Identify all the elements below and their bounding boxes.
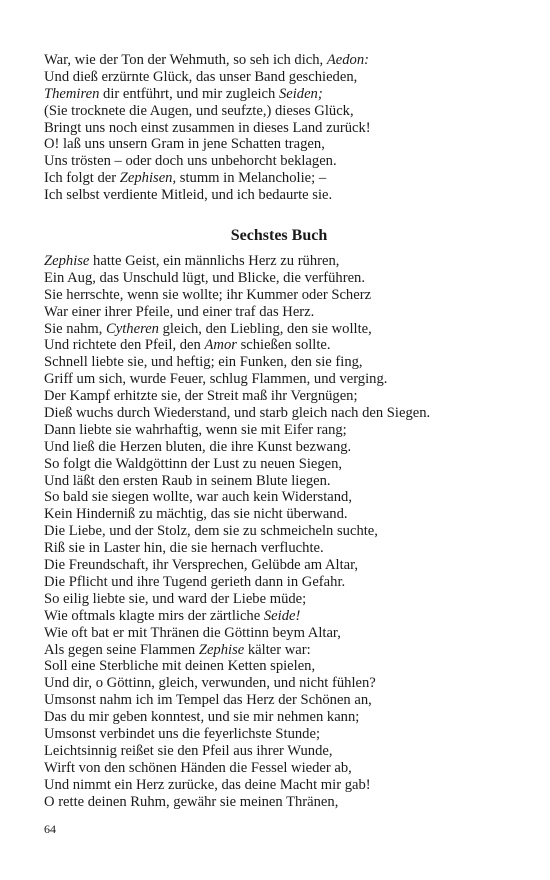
line-text: Und richtete den Pfeil, den: [44, 337, 205, 354]
line-text: Dann liebte sie wahrhaftig, wenn sie mit Eifer rang;: [44, 421, 347, 438]
poem-line: [44, 136, 514, 153]
poem-line: [44, 506, 514, 523]
line-text: Griff um sich, wurde Feuer, schlug Flammen, und verging.: [44, 371, 388, 388]
page-number: 64: [44, 822, 56, 836]
line-text: Die Pflicht und ihre Tugend gerieth dann in Gefahr.: [44, 573, 346, 590]
line-text: dir entführt, und mir zugleich: [99, 85, 279, 102]
italic-name: Amor: [204, 337, 237, 354]
italic-name: Seiden;: [278, 85, 323, 102]
line-text: Die Freundschaft, ihr Versprechen, Gelübde am Altar,: [44, 557, 359, 574]
line-text: Der Kampf erhitzte sie, der Streit maß ihr Vergnügen;: [44, 388, 358, 405]
section-heading: Sechstes Buch: [230, 227, 328, 245]
line-text: War, wie der Ton der Wehmuth, so seh ich dich,: [44, 52, 327, 68]
line-text: kälter war:: [244, 641, 311, 658]
poem-line: [44, 388, 514, 405]
poem-stanza-top: [44, 52, 514, 204]
poem-line: [44, 337, 514, 354]
poem-line: [44, 574, 514, 591]
poem-line: [44, 625, 514, 642]
page-body: [44, 52, 514, 810]
poem-line: [44, 439, 514, 456]
poem-line: [44, 103, 514, 120]
poem-line: [44, 540, 514, 557]
italic-name: Aedon:: [326, 52, 370, 68]
line-text: Uns trösten – oder doch uns unbehorcht beklagen.: [44, 153, 337, 170]
line-text: (Sie trocknete die Augen, und seufzte,) dieses Glück,: [44, 102, 354, 119]
italic-name: Seide!: [263, 607, 301, 624]
line-text: O rette deinen Ruhm, gewähr sie meinen Thränen,: [44, 793, 339, 810]
poem-stanza-main: [44, 253, 514, 810]
italic-name: Zephise: [198, 641, 245, 658]
line-text: Und nimmt ein Herz zurücke, das deine Macht mir gab!: [44, 776, 371, 793]
poem-line: [44, 287, 514, 304]
line-text: Kein Hinderniß zu mächtig, das sie nicht überwand.: [44, 506, 348, 523]
poem-line: [44, 794, 514, 811]
poem-line: [44, 69, 514, 86]
line-text: hatte Geist, ein männlichs Herz zu rühren,: [89, 253, 340, 270]
poem-line: [44, 371, 514, 388]
italic-name: Cytheren: [106, 320, 159, 337]
line-text: O! laß uns unsern Gram in jene Schatten tragen,: [44, 136, 325, 153]
line-text: Bringt uns noch einst zusammen in dieses Land zurück!: [44, 119, 371, 136]
line-text: Ein Aug, das Unschuld lügt, und Blicke, die verführen.: [44, 269, 366, 286]
line-text: Die Liebe, und der Stolz, dem sie zu schmeicheln suchte,: [44, 523, 378, 540]
poem-line: [44, 692, 514, 709]
line-text: Riß sie in Laster hin, die sie hernach verfluchte.: [44, 540, 324, 557]
poem-line: [44, 709, 514, 726]
poem-line: [44, 675, 514, 692]
line-text: stumm in Melancholie; –: [176, 170, 327, 187]
poem-line: [44, 608, 514, 625]
line-text: Umsonst nahm ich im Tempel das Herz der Schönen an,: [44, 692, 372, 709]
line-text: Als gegen seine Flammen: [44, 641, 199, 658]
line-text: Umsonst verbindet uns die feyerlichste Stunde;: [44, 725, 321, 742]
line-text: gleich, den Liebling, den sie wollte,: [158, 320, 372, 337]
poem-line: [44, 354, 514, 371]
poem-line: [44, 52, 514, 69]
poem-line: [44, 187, 514, 204]
poem-line: [44, 642, 514, 659]
poem-line: [44, 422, 514, 439]
poem-line: [44, 456, 514, 473]
line-text: Schnell liebte sie, und heftig; ein Funken, den sie fing,: [44, 354, 363, 371]
poem-line: [44, 270, 514, 287]
line-text: So bald sie siegen wollte, war auch kein Widerstand,: [44, 489, 352, 506]
poem-line: [44, 591, 514, 608]
poem-line: [44, 726, 514, 743]
line-text: Leichtsinnig reißet sie den Pfeil aus ihrer Wunde,: [44, 742, 333, 759]
line-text: schießen sollte.: [236, 337, 331, 354]
italic-name: Zephisen,: [119, 170, 177, 187]
line-text: Und dir, o Göttinn, gleich, verwunden, und nicht fühlen?: [44, 675, 376, 692]
line-text: Sie nahm,: [44, 320, 107, 337]
poem-line: [44, 170, 514, 187]
line-text: Sie herrschte, wenn sie wollte; ihr Kummer oder Scherz: [44, 286, 372, 303]
line-text: Das du mir geben konntest, und sie mir nehmen kann;: [44, 709, 360, 726]
poem-line: [44, 153, 514, 170]
poem-line: [44, 304, 514, 321]
poem-line: [44, 253, 514, 270]
line-text: Soll eine Sterbliche mit deinen Ketten spielen,: [44, 658, 316, 675]
line-text: Ich selbst verdiente Mitleid, und ich bedaurte sie.: [44, 187, 333, 204]
line-text: Dieß wuchs durch Wiederstand, und starb gleich nach den Siegen.: [44, 405, 431, 422]
poem-line: [44, 743, 514, 760]
poem-line: [44, 523, 514, 540]
poem-line: [44, 489, 514, 506]
poem-line: [44, 557, 514, 574]
poem-line: [44, 120, 514, 137]
line-text: Und ließ die Herzen bluten, die ihre Kunst bezwang.: [44, 438, 352, 455]
line-text: So folgt die Waldgöttinn der Lust zu neuen Siegen,: [44, 455, 343, 472]
line-text: War einer ihrer Pfeile, und einer traf das Herz.: [44, 303, 315, 320]
poem-line: [44, 86, 514, 103]
poem-line: [44, 658, 514, 675]
line-text: Wie oft bat er mit Thränen die Göttinn beym Altar,: [44, 624, 341, 641]
line-text: Wirft von den schönen Händen die Fessel wieder ab,: [44, 759, 352, 776]
line-text: Wie oftmals klagte mirs der zärtliche: [44, 607, 264, 624]
line-text: Ich folgt der: [44, 170, 120, 187]
line-text: Und dieß erzürnte Glück, das unser Band geschieden,: [44, 68, 358, 85]
poem-line: [44, 473, 514, 490]
poem-line: [44, 760, 514, 777]
poem-line: [44, 321, 514, 338]
italic-name: Zephise: [44, 253, 90, 270]
line-text: So eilig liebte sie, und ward der Liebe müde;: [44, 590, 307, 607]
poem-line: [44, 777, 514, 794]
line-text: Und läßt den ersten Raub in seinem Blute liegen.: [44, 472, 331, 489]
poem-line: [44, 405, 514, 422]
italic-name: Themiren: [44, 85, 100, 102]
